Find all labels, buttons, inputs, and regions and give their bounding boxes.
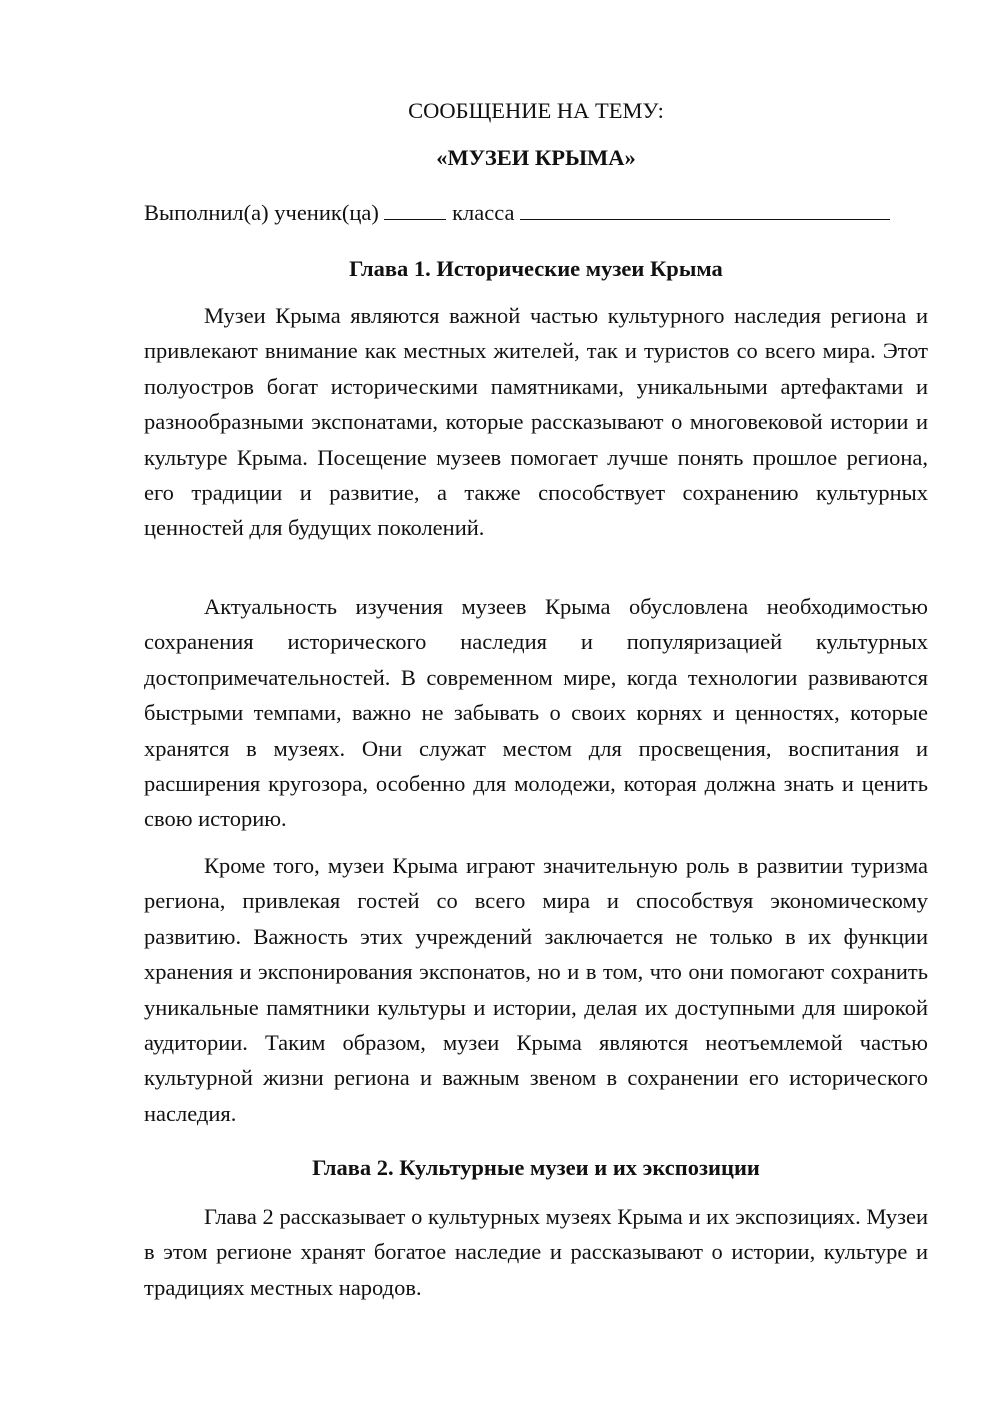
byline-middle: класса xyxy=(452,200,515,225)
chapter-1-paragraph-1: Музеи Крыма являются важной частью культурного наследия региона и привлекают внимание как местных жителей, так и туристов со всего мира. Этот полуостров богат историческими памятниками, уникальными артефактами и разнообразными экспонатами, которые рассказывают о многовековой истории и культуре Крыма. Посещение музеев помогает лучше понять прошлое региона, его традиции и развитие, а также способствует сохранению культурных ценностей для будущих поколений. xyxy=(144,303,928,541)
document-title-line2: «МУЗЕИ КРЫМА» xyxy=(436,145,636,170)
chapter-2-paragraph-1: Глава 2 рассказывает о культурных музеях Крыма и их экспозициях. Музеи в этом регионе хранят богатое наследие и рассказывают о истории, культуре и традициях местных народов. xyxy=(144,1204,928,1300)
chapter-1-paragraph-2: Актуальность изучения музеев Крыма обусловлена необходимостью сохранения исторического наследия и популяризацией культурных достопримечательностей. В современном мире, когда технологии развиваются быстрыми темпами, важно не забывать о своих корнях и ценностях, которые хранятся в музеях. Они служат местом для просвещения, воспитания и расширения кругозора, особенно для молодежи, которая должна знать и ценить свою историю. xyxy=(144,594,928,832)
chapter-1-paragraph-3: Кроме того, музеи Крыма играют значительную роль в развитии туризма региона, привлекая гостей со всего мира и способствуя экономическому развитию. Важность этих учреждений заключается не только в их функции хранения и экспонирования экспонатов, но и в том, что они помогают сохранить уникальные памятники культуры и истории, делая их доступными для широкой аудитории. Таким образом, музеи Крыма являются неотъемлемой частью культурной жизни региона и важным звеном в сохранении его исторического наследия. xyxy=(144,853,928,1126)
chapter-2-heading: Глава 2. Культурные музеи и их экспозиции xyxy=(312,1155,760,1180)
byline-prefix: Выполнил(а) ученик(ца) xyxy=(144,200,379,225)
grade-blank-line xyxy=(384,197,446,220)
chapter-1-heading: Глава 1. Исторические музеи Крыма xyxy=(349,256,723,281)
name-blank-line xyxy=(520,197,890,220)
document-title-line1: СООБЩЕНИЕ НА ТЕМУ: xyxy=(408,98,664,123)
author-byline xyxy=(144,197,928,228)
